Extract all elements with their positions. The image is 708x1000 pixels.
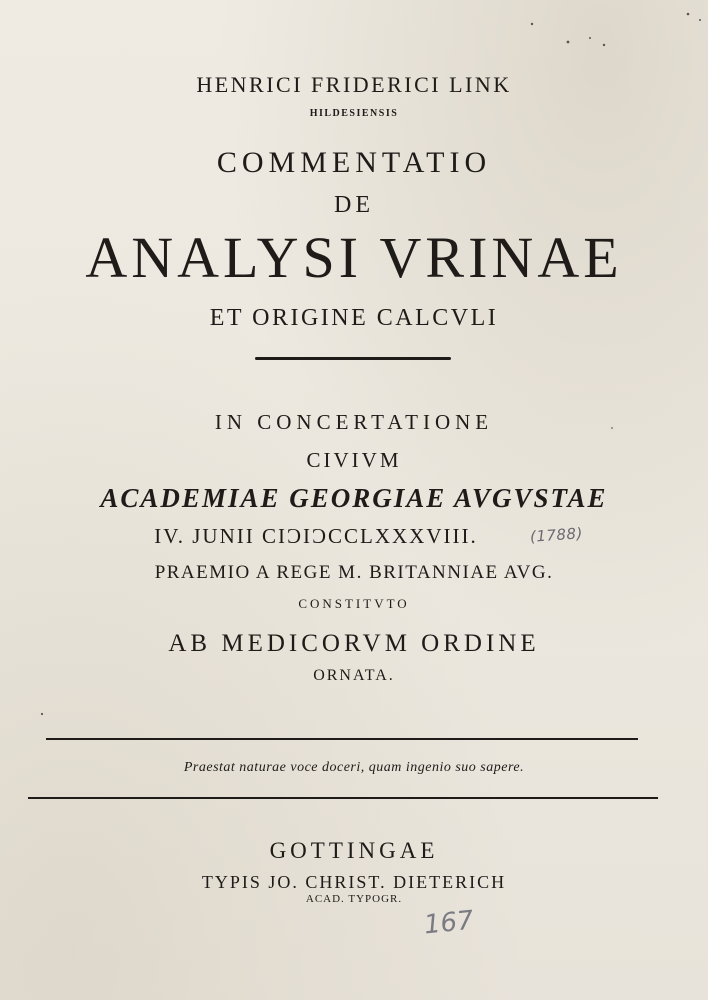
imprint-role: ACAD. TYPOGR. bbox=[305, 893, 403, 905]
ornamental-rule bbox=[255, 357, 451, 360]
imprint-printer: TYPIS JO. CHRIST. DIETERICH bbox=[201, 872, 507, 892]
constituto-line: CONSTITVTO bbox=[298, 596, 410, 611]
civium-line: CIVIVM bbox=[306, 448, 402, 472]
pencil-year-note: (1788) bbox=[529, 524, 584, 546]
ornata-line: ORNATA. bbox=[313, 667, 395, 684]
motto: Praestat naturae voce doceri, quam ingenio suo sapere. bbox=[183, 760, 525, 775]
pencil-number-note: 167 bbox=[422, 905, 476, 941]
lower-rule bbox=[28, 797, 658, 799]
imprint-place: GOTTINGAE bbox=[269, 838, 439, 863]
author-name: HENRICI FRIDERICI LINK bbox=[196, 72, 512, 97]
title-de: DE bbox=[334, 192, 374, 218]
prize-line: PRAEMIO A REGE M. BRITANNIAE AVG. bbox=[154, 562, 554, 583]
contest-line: IN CONCERTATIONE bbox=[214, 410, 494, 434]
date-line: IV. JUNII CIƆIƆCCLXXXVIII. bbox=[154, 524, 478, 548]
subtitle: ET ORIGINE CALCVLI bbox=[209, 305, 499, 331]
author-origin: HILDESIENSIS bbox=[309, 108, 399, 119]
upper-rule bbox=[46, 738, 638, 740]
title-commentatio: COMMENTATIO bbox=[216, 146, 492, 179]
academy-name: ACADEMIAE GEORGIAE AVGVSTAE bbox=[100, 483, 608, 513]
main-title: ANALYSI VRINAE bbox=[85, 225, 623, 290]
faculty-line: AB MEDICORVM ORDINE bbox=[168, 630, 540, 657]
